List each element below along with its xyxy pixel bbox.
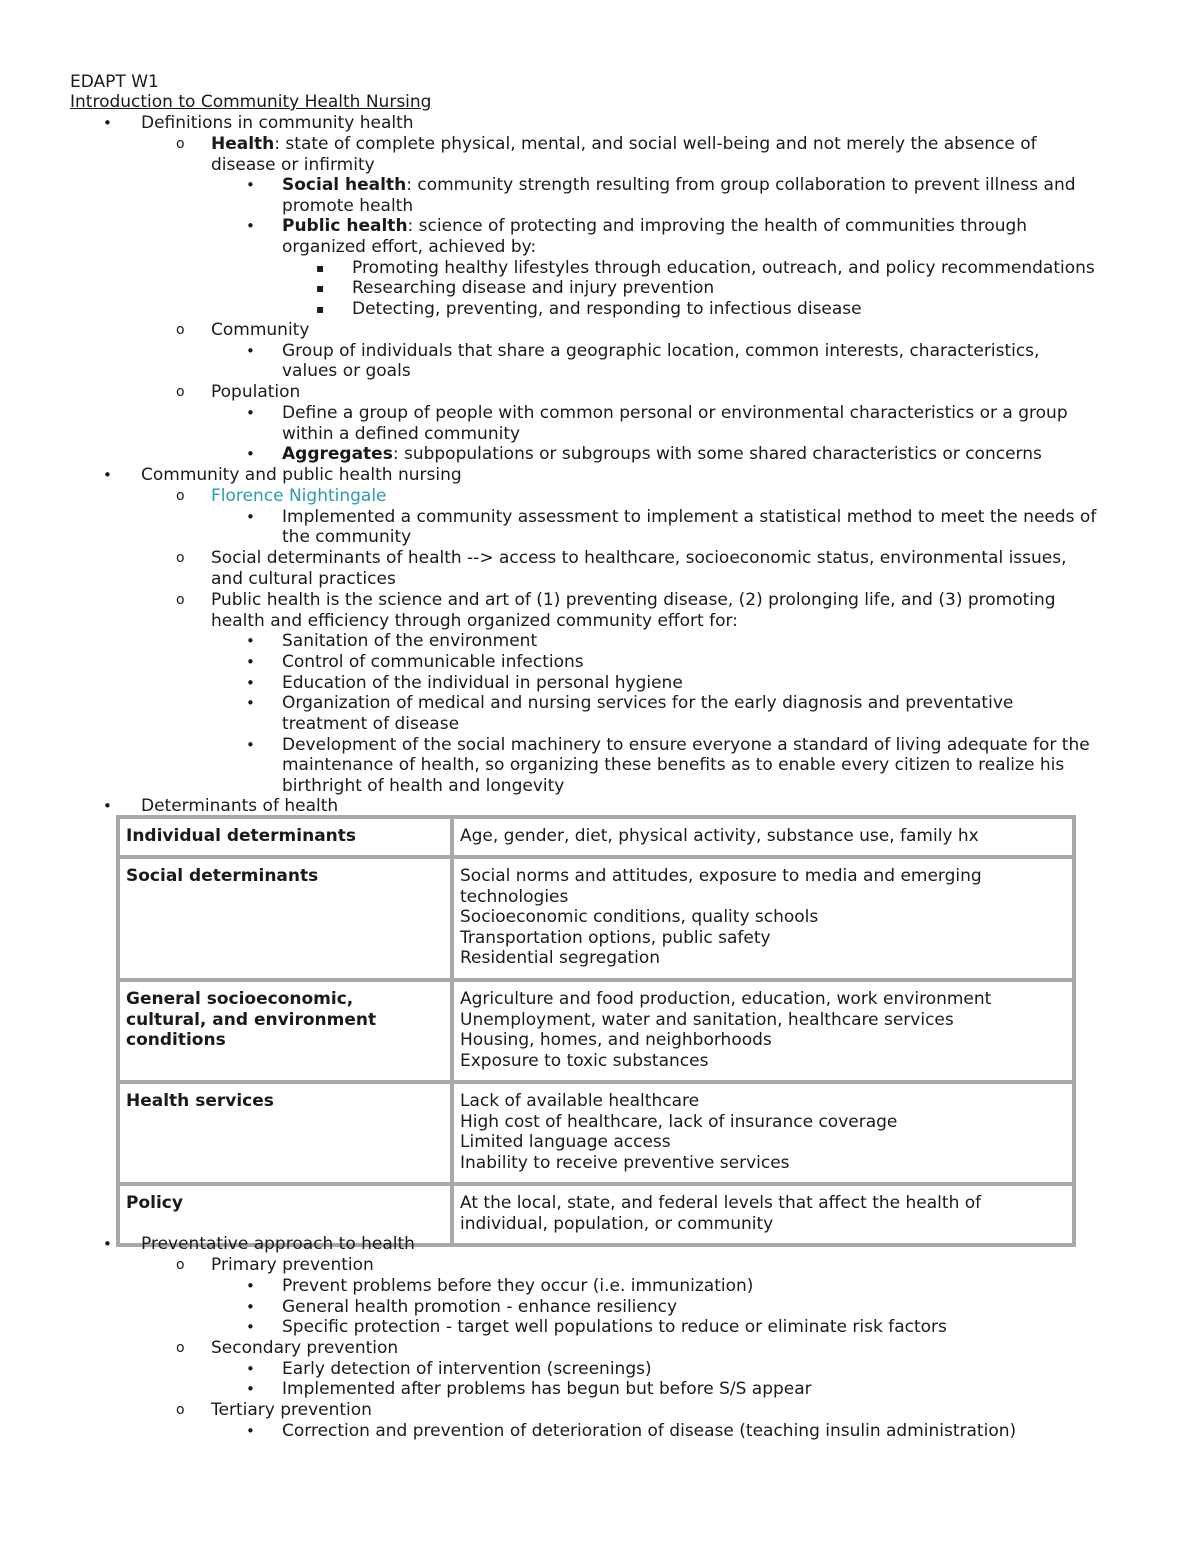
health-text: : state of complete physical, mental, and social well-being and not merely the absence of bbox=[274, 134, 1037, 154]
bullet-icon: • bbox=[103, 797, 112, 815]
list-item: Implemented after problems has begun but before S/S appear bbox=[282, 1379, 812, 1399]
bullet-icon: • bbox=[246, 736, 255, 754]
circle-bullet-icon: o bbox=[176, 136, 185, 152]
list-item: General health promotion - enhance resiliency bbox=[282, 1297, 678, 1317]
community-definition-cont: values or goals bbox=[282, 361, 411, 381]
cell-line: Inability to receive preventive services bbox=[460, 1152, 790, 1173]
cell-line: Limited language access bbox=[460, 1132, 671, 1153]
list-item: Education of the individual in personal hygiene bbox=[282, 673, 683, 693]
nightingale-text: Implemented a community assessment to implement a statistical method to meet the needs of bbox=[282, 507, 1097, 527]
population-definition: Define a group of people with common personal or environmental characteristics or a group bbox=[282, 403, 1068, 423]
bullet-icon: • bbox=[246, 1380, 255, 1398]
circle-bullet-icon: o bbox=[176, 322, 185, 338]
bullet-icon: • bbox=[246, 404, 255, 422]
bullet-icon: • bbox=[246, 1422, 255, 1440]
doc-code: EDAPT W1 bbox=[70, 72, 159, 92]
table-cell bbox=[452, 817, 1074, 857]
square-bullet-icon: ▪ bbox=[316, 302, 325, 316]
table-row bbox=[118, 980, 1074, 1082]
health-definition-cont: disease or infirmity bbox=[211, 155, 375, 175]
sdoh-text: Social determinants of health --> access to healthcare, socioeconomic status, environmental issues, bbox=[211, 548, 1067, 568]
table-row bbox=[118, 1082, 1074, 1184]
cell-line: Lack of available healthcare bbox=[460, 1091, 700, 1111]
cell-line: individual, population, or community bbox=[460, 1213, 774, 1234]
bullet-icon: • bbox=[246, 674, 255, 692]
section-determinants: Determinants of health bbox=[141, 796, 339, 816]
sdoh-text-cont: and cultural practices bbox=[211, 569, 396, 589]
circle-bullet-icon: o bbox=[176, 592, 185, 608]
list-item-cont: birthright of health and longevity bbox=[282, 776, 565, 796]
bullet-icon: • bbox=[246, 632, 255, 650]
cell-line: High cost of healthcare, lack of insurance coverage bbox=[460, 1111, 898, 1132]
public-health-text: : science of protecting and improving the health of communities through bbox=[407, 216, 1028, 236]
table-row bbox=[118, 857, 1074, 980]
section-cphn: Community and public health nursing bbox=[141, 465, 462, 485]
bullet-icon: • bbox=[246, 1277, 255, 1295]
list-item: Control of communicable infections bbox=[282, 652, 584, 672]
nightingale-text-cont: the community bbox=[282, 527, 412, 547]
list-item: Development of the social machinery to ensure everyone a standard of living adequate for the bbox=[282, 735, 1090, 755]
list-item: Organization of medical and nursing services for the early diagnosis and preventative bbox=[282, 693, 1014, 713]
section-prevention: Preventative approach to health bbox=[141, 1234, 415, 1254]
bullet-icon: • bbox=[246, 217, 255, 235]
tertiary-prevention-label: Tertiary prevention bbox=[211, 1400, 372, 1420]
bullet-icon: • bbox=[246, 694, 255, 712]
community-definition: Group of individuals that share a geographic location, common interests, characteristics, bbox=[282, 341, 1040, 361]
circle-bullet-icon: o bbox=[176, 384, 185, 400]
table-header-cell bbox=[118, 817, 452, 857]
cell-line: Health services bbox=[126, 1091, 274, 1111]
social-health-text: : community strength resulting from group collaboration to prevent illness and bbox=[406, 175, 1076, 195]
cell-line: technologies bbox=[460, 886, 569, 907]
cell-line: General socioeconomic, bbox=[126, 989, 354, 1009]
cell-line: Transportation options, public safety bbox=[460, 927, 771, 948]
list-item: Detecting, preventing, and responding to infectious disease bbox=[352, 299, 862, 319]
list-item: Sanitation of the environment bbox=[282, 631, 538, 651]
cell-line: Housing, homes, and neighborhoods bbox=[460, 1030, 772, 1051]
cell-line: Policy bbox=[126, 1193, 183, 1213]
public-health-definition bbox=[282, 216, 1027, 237]
health-term: Health bbox=[211, 134, 275, 154]
cell-line: At the local, state, and federal levels that affect the health of bbox=[460, 1193, 982, 1213]
list-item: Specific protection - target well populations to reduce or eliminate risk factors bbox=[282, 1317, 947, 1337]
doc-title: Introduction to Community Health Nursing bbox=[70, 92, 432, 112]
section-definitions: Definitions in community health bbox=[141, 113, 414, 133]
cell-line: Age, gender, diet, physical activity, substance use, family hx bbox=[460, 826, 979, 846]
social-health-definition bbox=[282, 175, 1076, 196]
aggregates-text: : subpopulations or subgroups with some shared characteristics or concerns bbox=[392, 444, 1042, 464]
cell-line: Unemployment, water and sanitation, healthcare services bbox=[460, 1009, 954, 1030]
bullet-icon: • bbox=[246, 653, 255, 671]
list-item-cont: treatment of disease bbox=[282, 714, 460, 734]
circle-bullet-icon: o bbox=[176, 1257, 185, 1273]
table-header-cell bbox=[118, 980, 452, 1082]
table-header-cell bbox=[118, 1082, 452, 1184]
list-item-cont: maintenance of health, so organizing these benefits as to enable every citizen to realize his bbox=[282, 755, 1065, 775]
secondary-prevention-label: Secondary prevention bbox=[211, 1338, 399, 1358]
community-label: Community bbox=[211, 320, 310, 340]
circle-bullet-icon: o bbox=[176, 1340, 185, 1356]
list-item: Early detection of intervention (screenings) bbox=[282, 1359, 652, 1379]
health-definition bbox=[211, 134, 1037, 155]
circle-bullet-icon: o bbox=[176, 550, 185, 566]
table-cell bbox=[452, 980, 1074, 1082]
table-cell bbox=[452, 1184, 1074, 1245]
cell-line: Residential segregation bbox=[460, 948, 660, 969]
table-header-cell bbox=[118, 857, 452, 980]
ph-definition: Public health is the science and art of (1) preventing disease, (2) prolonging life, and (3) promoting bbox=[211, 590, 1056, 610]
bullet-icon: • bbox=[103, 466, 112, 484]
list-item: Researching disease and injury prevention bbox=[352, 278, 715, 298]
public-health-definition-cont: organized effort, achieved by: bbox=[282, 237, 537, 257]
square-bullet-icon: ▪ bbox=[316, 281, 325, 295]
cell-line: Exposure to toxic substances bbox=[460, 1050, 709, 1071]
cell-line: Social determinants bbox=[126, 866, 319, 886]
table-row bbox=[118, 817, 1074, 857]
aggregates-term: Aggregates bbox=[282, 444, 393, 464]
list-item: Prevent problems before they occur (i.e. immunization) bbox=[282, 1276, 754, 1296]
table-cell bbox=[452, 857, 1074, 980]
aggregates-definition bbox=[282, 444, 1042, 465]
table-cell bbox=[452, 1082, 1074, 1184]
cell-line: Socioeconomic conditions, quality schools bbox=[460, 907, 819, 928]
social-health-definition-cont: promote health bbox=[282, 196, 414, 216]
bullet-icon: • bbox=[246, 508, 255, 526]
bullet-icon: • bbox=[103, 114, 112, 132]
cell-line: cultural, and environment bbox=[126, 1009, 377, 1030]
bullet-icon: • bbox=[246, 176, 255, 194]
public-health-term: Public health bbox=[282, 216, 408, 236]
bullet-icon: • bbox=[246, 445, 255, 463]
circle-bullet-icon: o bbox=[176, 488, 185, 504]
nightingale-label: Florence Nightingale bbox=[211, 486, 387, 506]
primary-prevention-label: Primary prevention bbox=[211, 1255, 374, 1275]
bullet-icon: • bbox=[246, 1318, 255, 1336]
bullet-icon: • bbox=[246, 1360, 255, 1378]
square-bullet-icon: ▪ bbox=[316, 261, 325, 275]
population-definition-cont: within a defined community bbox=[282, 424, 521, 444]
social-health-term: Social health bbox=[282, 175, 407, 195]
list-item: Correction and prevention of deterioration of disease (teaching insulin administration) bbox=[282, 1421, 1017, 1441]
list-item: Promoting healthy lifestyles through education, outreach, and policy recommendations bbox=[352, 258, 1095, 278]
bullet-icon: • bbox=[246, 342, 255, 360]
population-label: Population bbox=[211, 382, 301, 402]
cell-line: Agriculture and food production, education, work environment bbox=[460, 989, 992, 1009]
bullet-icon: • bbox=[103, 1235, 112, 1253]
bullet-icon: • bbox=[246, 1298, 255, 1316]
cell-line: Individual determinants bbox=[126, 826, 357, 846]
cell-line: Social norms and attitudes, exposure to media and emerging bbox=[460, 866, 982, 886]
cell-line: conditions bbox=[126, 1030, 226, 1051]
determinants-table bbox=[116, 815, 1076, 1247]
ph-definition-cont: health and efficiency through organized community effort for: bbox=[211, 611, 738, 631]
circle-bullet-icon: o bbox=[176, 1402, 185, 1418]
